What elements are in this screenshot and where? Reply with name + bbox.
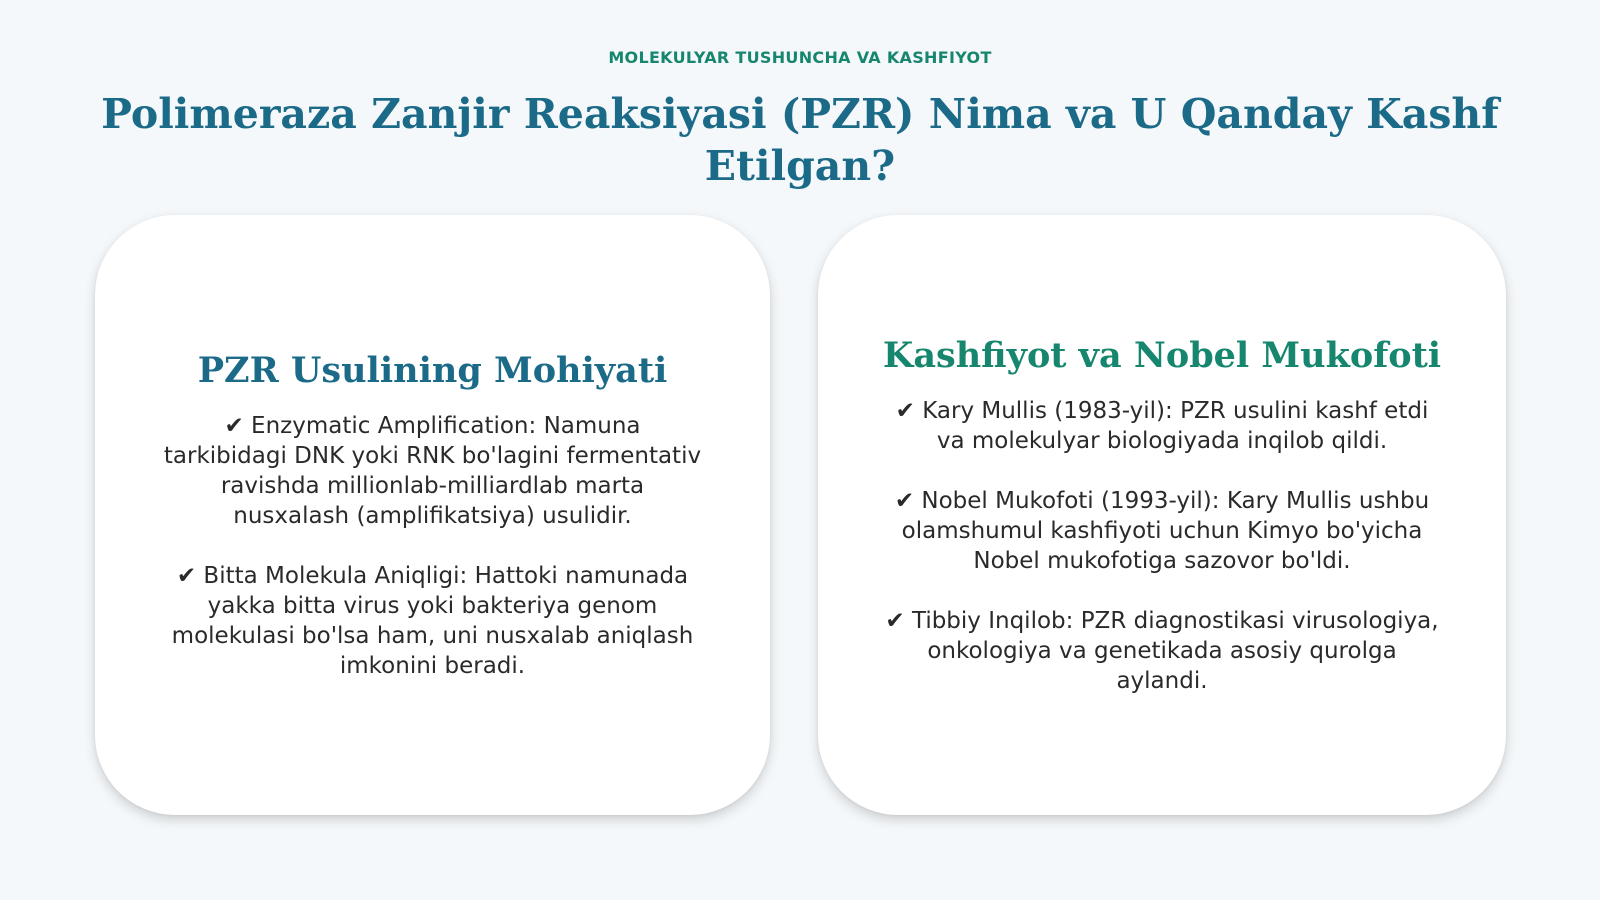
card-heading: PZR Usulining Mohiyati: [197, 350, 668, 391]
page-title: Polimeraza Zanjir Reaksiyasi (PZR) Nima va U Qanday Kashf Etilgan?: [101, 90, 1499, 190]
bullet-kary-mullis: ✔ Kary Mullis (1983-yil): PZR usulini kashf etdi va molekulyar biologiyada inqilob qildi.: [895, 398, 1429, 454]
eyebrow-label: MOLEKULYAR TUSHUNCHA VA KASHFIYOT: [608, 48, 992, 67]
bullet-enzymatic-amplification: ✔ Enzymatic Amplification: Namuna tarkibidagi DNK yoki RNK bo'lagini fermentativ ravishda millionlab-milliardlab marta nusxalash (amplifikatsiya) usulidir.: [163, 413, 702, 529]
bullet-single-molecule-accuracy: ✔ Bitta Molekula Aniqligi: Hattoki namunada yakka bitta virus yoki bakteriya genom molekulasi bo'lsa ham, uni nusxalab aniqlash imkonini beradi.: [171, 563, 694, 679]
card-heading: Kashfiyot va Nobel Mukofoti: [882, 335, 1442, 376]
card-pzr-essence: [95, 215, 770, 815]
bullet-medical-revolution: ✔ Tibbiy Inqilob: PZR diagnostikasi virusologiya, onkologiya va genetikada asosiy qurolga aylandi.: [885, 608, 1439, 694]
card-discovery-nobel: [818, 215, 1506, 815]
bullet-nobel-prize: ✔ Nobel Mukofoti (1993-yil): Kary Mullis ushbu olamshumul kashfiyoti uchun Kimyo bo'yicha Nobel mukofotiga sazovor bo'ldi.: [894, 488, 1430, 574]
